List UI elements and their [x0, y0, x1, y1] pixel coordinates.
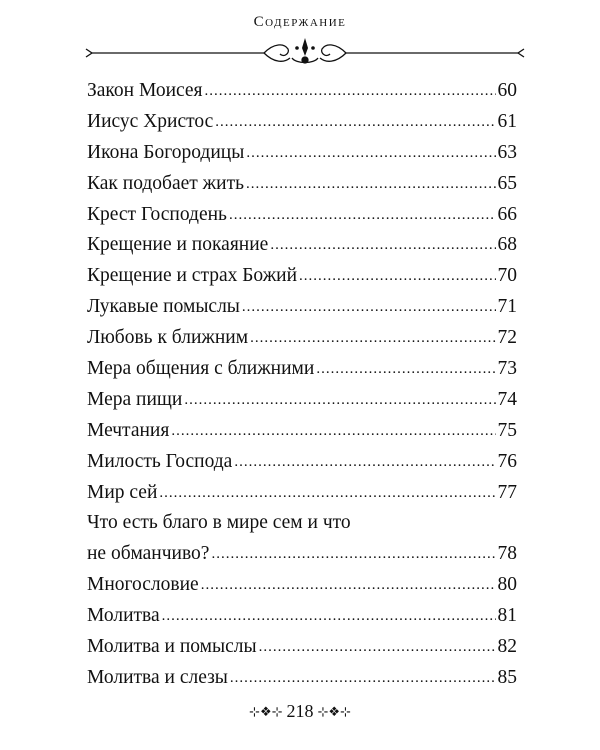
- running-header: Содержание: [253, 14, 347, 30]
- leader-dots: [259, 634, 496, 659]
- toc-entry: [87, 326, 517, 357]
- footer-ornament-left-icon: ⊹❖⊹: [249, 703, 283, 719]
- leader-dots: [229, 202, 496, 227]
- toc-entry-title: Иисус Христос: [87, 110, 214, 132]
- toc-entry: [87, 635, 517, 666]
- toc-entry-title: Крещение и страх Божий: [87, 265, 298, 287]
- toc-entry-page: 68: [497, 234, 517, 256]
- toc-entry: [87, 666, 517, 697]
- toc-entry-page: 63: [497, 141, 517, 163]
- toc-entry-page: 60: [497, 80, 517, 101]
- toc-entry: [87, 141, 517, 172]
- toc-entry-title: Любовь к ближним: [87, 327, 249, 349]
- toc-entry-page: 85: [497, 666, 517, 688]
- leader-dots: [159, 480, 495, 505]
- toc-entry: [87, 110, 517, 141]
- toc-entry-page: 72: [497, 327, 517, 349]
- toc-entry-title: Мечтания: [87, 419, 170, 441]
- toc-entry: [87, 388, 517, 419]
- toc-entry: [87, 295, 517, 326]
- toc-entry: [87, 450, 517, 481]
- toc-entry-page: 71: [497, 296, 517, 318]
- toc-entry-title: Мир сей: [87, 481, 158, 503]
- toc-entry-page: 81: [497, 605, 517, 627]
- toc-entry-page: 77: [497, 481, 517, 503]
- toc-entry-title: Милость Господа: [87, 450, 233, 472]
- leader-dots: [215, 109, 495, 134]
- page-footer: [0, 701, 600, 722]
- table-of-contents: [87, 79, 517, 697]
- toc-entry: [87, 542, 517, 573]
- toc-entry-page: 76: [497, 450, 517, 472]
- toc-entry-title: Крест Господень: [87, 203, 227, 225]
- leader-dots: [242, 294, 496, 319]
- toc-entry-page: 73: [497, 358, 517, 380]
- decorative-divider-ornament: [84, 36, 526, 70]
- toc-entry-title: не обманчиво?: [87, 543, 210, 565]
- toc-entry-page: 70: [497, 265, 517, 287]
- leader-dots: [184, 387, 495, 412]
- toc-entry: [87, 203, 517, 234]
- toc-entry-title: Молитва: [87, 605, 160, 627]
- toc-entry-title: Закон Моисея: [87, 80, 203, 101]
- toc-entry: [87, 79, 517, 110]
- leader-dots: [205, 78, 496, 103]
- toc-entry-title: Молитва и помыслы: [87, 636, 257, 658]
- toc-entry-title: Крещение и покаяние: [87, 234, 269, 256]
- leader-dots: [270, 232, 495, 257]
- toc-entry: [87, 172, 517, 203]
- toc-entry-page: 66: [497, 203, 517, 225]
- leader-dots: [234, 449, 495, 474]
- toc-entry: [87, 481, 517, 512]
- toc-entry: [87, 604, 517, 635]
- leader-dots: [299, 263, 495, 288]
- toc-entry-page: 74: [497, 388, 517, 410]
- toc-entry-page: 80: [497, 574, 517, 596]
- leader-dots: [230, 665, 496, 690]
- leader-dots: [246, 171, 496, 196]
- toc-entry-title: Мера общения с ближними: [87, 358, 315, 380]
- toc-entry-title: Молитва и слезы: [87, 666, 228, 688]
- toc-entry-title: Икона Богородицы: [87, 141, 245, 163]
- leader-dots: [171, 418, 495, 443]
- toc-entry-page: 61: [497, 110, 517, 132]
- toc-entry: [87, 233, 517, 264]
- toc-entry: [87, 573, 517, 604]
- page-number: 218: [286, 701, 314, 721]
- toc-entry-title: Мера пищи: [87, 388, 183, 410]
- toc-entry-title-line1: Что есть благо в мире сем и что: [87, 512, 351, 534]
- toc-entry-page: 65: [497, 172, 517, 194]
- toc-entry: [87, 264, 517, 295]
- toc-entry: [87, 357, 517, 388]
- leader-dots: [211, 541, 495, 566]
- toc-entry-page: 82: [497, 636, 517, 658]
- toc-entry: [87, 419, 517, 450]
- leader-dots: [316, 356, 495, 381]
- toc-entry-title: Многословие: [87, 574, 199, 596]
- leader-dots: [201, 572, 496, 597]
- toc-entry-page: 78: [497, 543, 517, 565]
- leader-dots: [162, 603, 496, 628]
- toc-entry-title: Как подобает жить: [87, 172, 244, 194]
- footer-ornament-right-icon: ⊹❖⊹: [317, 703, 351, 719]
- toc-entry-page: 75: [497, 419, 517, 441]
- leader-dots: [250, 325, 495, 350]
- leader-dots: [246, 140, 495, 165]
- toc-entry-title: Лукавые помыслы: [87, 296, 240, 318]
